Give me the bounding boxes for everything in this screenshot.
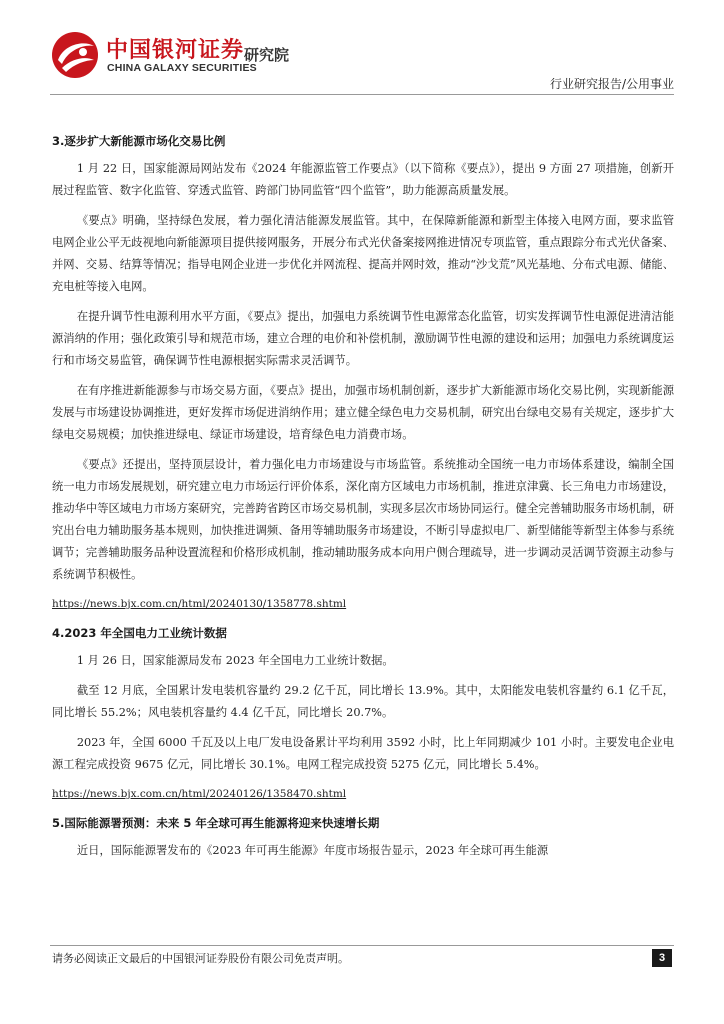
section-title: 3.逐步扩大新能源市场化交易比例 bbox=[52, 134, 226, 148]
paragraph: 在提升调节性电源利用水平方面，《要点》提出，加强电力系统调节性电源常态化监管，切实发挥调节性电源促进清洁能源消纳的作用；强化政策引导和规范市场，建立合理的电价和补偿机制，激励调节性电源的建设和运用；加强电力系统调度运行和市场交易监管，确保调节性电源根据实际需求灵活调节。 bbox=[52, 310, 674, 367]
brand-name-en: CHINA GALAXY SECURITIES bbox=[107, 62, 257, 74]
paragraph: 截至 12 月底，全国累计发电装机容量约 29.2 亿千瓦，同比增长 13.9%。其中，太阳能发电装机容量约 6.1 亿千瓦，同比增长 55.2%；风电装机容量约 4.4 亿千瓦，同比增长 20.7%。 bbox=[52, 684, 674, 719]
section-5 bbox=[52, 812, 674, 862]
paragraph: 1 月 22 日，国家能源局网站发布《2024 年能源监管工作要点》（以下简称《要点》），提出 9 方面 27 项措施，创新开展过程监管、数字化监管、穿透式监管、跨部门协同监管“四个监管”，助力能源高质量发展。 bbox=[52, 162, 674, 197]
disclaimer-text: 请务必阅读正文最后的中国银河证券股份有限公司免责声明。 bbox=[52, 952, 349, 965]
report-type: 行业研究报告/公用事业 bbox=[549, 77, 674, 91]
section-title: 4.2023 年全国电力工业统计数据 bbox=[52, 626, 227, 640]
source-link[interactable]: https://news.bjx.com.cn/html/20240126/1358470.shtml bbox=[52, 788, 347, 800]
source-link[interactable]: https://news.bjx.com.cn/html/20240130/1358778.shtml bbox=[52, 598, 347, 610]
paragraph: 在有序推进新能源参与市场交易方面，《要点》提出，加强市场机制创新，逐步扩大新能源市场化交易比例，实现新能源发展与市场建设协调推进，更好发挥市场促进消纳作用；建立健全绿色电力交易机制，研究出台绿电交易有关规定，逐步扩大绿电交易规模；加快推进绿电、绿证市场建设，培育绿色电力消费市场。 bbox=[52, 384, 674, 441]
section-title: 5.国际能源署预测：未来 5 年全球可再生能源将迎来快速增长期 bbox=[52, 816, 380, 830]
paragraph: 1 月 26 日，国家能源局发布 2023 年全国电力工业统计数据。 bbox=[76, 654, 394, 667]
paragraph: 《要点》明确，坚持绿色发展，着力强化清洁能源发展监管。其中，在保障新能源和新型主体接入电网方面，要求监管电网企业公平无歧视地向新能源项目提供接网服务，开展分布式光伏备案接网推进情况专项监管，重点跟踪分布式光伏备案、并网、交易、结算等情况；指导电网企业进一步优化并网流程、提高并网时效，推动“沙戈荒”风光基地、分布式电源、储能、充电桩等接入电网。 bbox=[52, 214, 674, 293]
galaxy-logo-icon bbox=[50, 30, 100, 80]
section-3 bbox=[52, 130, 674, 614]
paragraph: 近日，国际能源署发布的《2023 年可再生能源》年度市场报告显示，2023 年全球可再生能源 bbox=[76, 844, 549, 857]
page-number: 3 bbox=[652, 949, 672, 967]
section-4 bbox=[52, 622, 674, 804]
header-divider bbox=[50, 94, 674, 95]
page-header bbox=[0, 0, 724, 100]
main-content bbox=[52, 130, 674, 870]
paragraph: 《要点》还提出，坚持顶层设计，着力强化电力市场建设与市场监管。系统推动全国统一电力市场体系建设，编制全国统一电力市场发展规划，研究建立电力市场运行评价体系，深化南方区域电力市场机制，推进京津冀、长三角电力市场建设，推动华中等区域电力市场方案研究，完善跨省跨区市场交易机制，实现多层次市场协同运行。健全完善辅助服务市场机制，研究出台电力辅助服务基本规则，加快推进调频、备用等辅助服务市场建设，不断引导虚拟电厂、新型储能等新型主体参与系统调节；完善辅助服务品种设置流程和价格形成机制，推动辅助服务成本向用户侧合理疏导，进一步调动灵活调节资源主动参与系统调节积极性。 bbox=[52, 458, 674, 581]
paragraph: 2023 年，全国 6000 千瓦及以上电厂发电设备累计平均利用 3592 小时，比上年同期减少 101 小时。主要发电企业电源工程完成投资 9675 亿元，同比增长 30.1%。电网工程完成投资 5275 亿元，同比增长 5.4%。 bbox=[52, 736, 674, 771]
brand-name-cn: 中国银河证券 bbox=[106, 38, 245, 63]
footer-divider bbox=[50, 945, 674, 946]
institute-label: 研究院 bbox=[244, 46, 290, 64]
